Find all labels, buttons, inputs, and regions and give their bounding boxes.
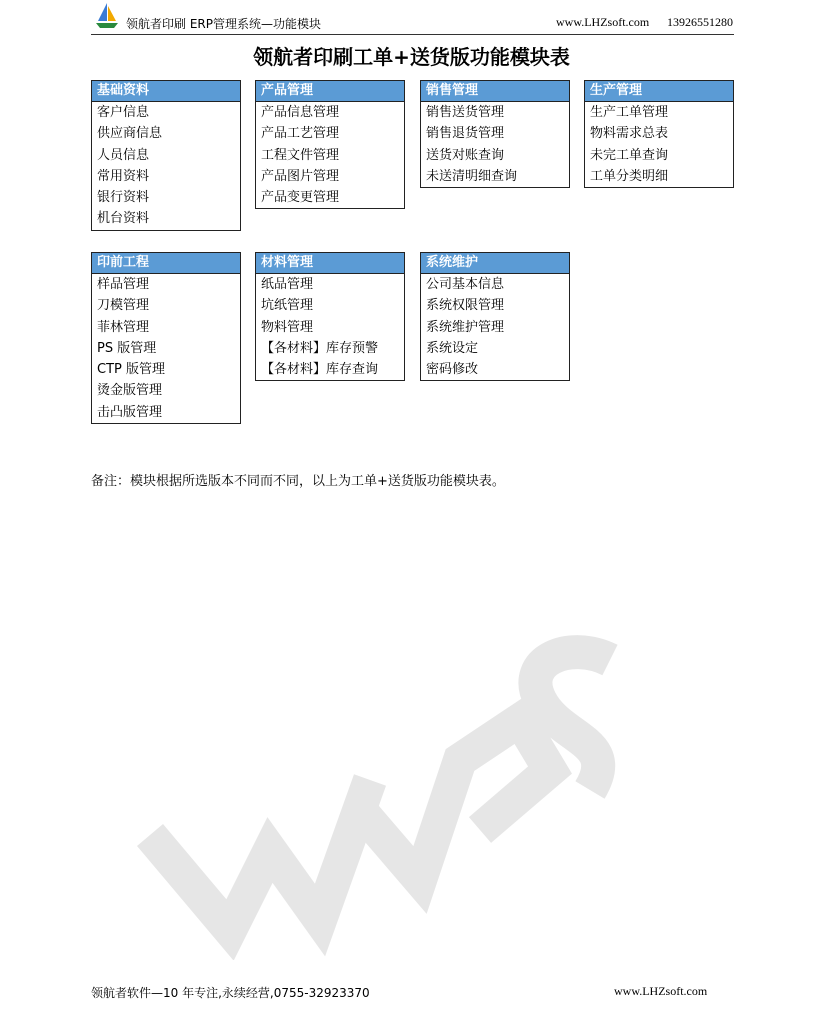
module-item[interactable]: 银行资料 <box>97 190 150 206</box>
module-item[interactable]: 未完工单查询 <box>590 147 669 163</box>
module-item[interactable]: 刀模管理 <box>97 298 150 314</box>
module-item[interactable]: 工程文件管理 <box>261 147 340 163</box>
module-item[interactable]: 坑纸管理 <box>261 298 314 314</box>
module-item[interactable]: 机台资料 <box>97 211 150 227</box>
header-title: 领航者印刷 ERP管理系统—功能模块 <box>126 17 321 31</box>
module-item[interactable]: 菲林管理 <box>97 319 150 335</box>
module-item[interactable]: PS 版管理 <box>97 340 157 356</box>
module-item[interactable]: 样品管理 <box>97 277 150 292</box>
module-item[interactable]: 工单分类明细 <box>590 168 669 184</box>
module-item[interactable]: 产品信息管理 <box>261 105 340 120</box>
module-item[interactable]: 生产工单管理 <box>590 105 669 120</box>
module-title: 销售管理 <box>421 81 569 102</box>
module-item[interactable]: 产品工艺管理 <box>261 126 340 142</box>
module-item[interactable]: 供应商信息 <box>97 126 163 142</box>
module-item[interactable]: 物料需求总表 <box>590 126 669 142</box>
module-item[interactable]: 公司基本信息 <box>426 277 505 292</box>
page-header <box>91 0 734 35</box>
module-production-management <box>584 80 734 188</box>
module-sales-management <box>420 80 570 188</box>
footer-contact: 领航者软件—10 年专注,永续经营,0755-32923370 <box>91 986 370 1000</box>
module-prepress <box>91 252 241 424</box>
module-item[interactable]: 客户信息 <box>97 105 150 120</box>
module-title: 产品管理 <box>256 81 404 102</box>
header-website[interactable]: www.LHZsoft.com <box>556 15 650 29</box>
module-item[interactable]: 常用资料 <box>97 168 150 184</box>
module-item[interactable]: 销售送货管理 <box>426 105 505 120</box>
module-item[interactable]: 销售退货管理 <box>426 126 505 142</box>
module-product-management <box>255 80 405 209</box>
module-item[interactable]: 送货对账查询 <box>426 147 505 163</box>
module-title: 基础资料 <box>92 81 240 102</box>
module-item[interactable]: 系统维护管理 <box>426 319 505 335</box>
module-item[interactable]: 击凸版管理 <box>97 404 163 420</box>
sailboat-logo-icon <box>95 1 119 29</box>
module-item[interactable]: CTP 版管理 <box>97 362 165 378</box>
module-title: 印前工程 <box>92 253 240 274</box>
module-item[interactable]: 物料管理 <box>261 319 314 335</box>
module-item[interactable]: 未送清明细查询 <box>426 168 518 184</box>
module-materials-management <box>255 252 405 381</box>
footer-website[interactable]: www.LHZsoft.com <box>614 984 708 998</box>
module-basic-data <box>91 80 241 231</box>
module-title: 系统维护 <box>421 253 569 274</box>
page-note: 备注：模块根据所选版本不同而不同，以上为工单+送货版功能模块表。 <box>91 474 505 489</box>
module-item[interactable]: 烫金版管理 <box>97 383 163 399</box>
module-item[interactable]: 系统权限管理 <box>426 298 505 314</box>
module-title: 材料管理 <box>256 253 404 274</box>
header-phone: 13926551280 <box>667 15 733 29</box>
module-item[interactable]: 【各材料】库存查询 <box>261 362 379 378</box>
module-item[interactable]: 产品图片管理 <box>261 168 340 184</box>
module-item[interactable]: 产品变更管理 <box>261 190 340 206</box>
module-item[interactable]: 【各材料】库存预警 <box>261 340 379 356</box>
module-item[interactable]: 系统设定 <box>426 340 479 356</box>
module-item[interactable]: 人员信息 <box>97 147 150 163</box>
module-system-maintenance <box>420 252 570 381</box>
module-item[interactable]: 密码修改 <box>426 362 479 378</box>
wps-watermark-icon <box>120 600 640 960</box>
page-title: 领航者印刷工单+送货版功能模块表 <box>253 45 570 69</box>
module-item[interactable]: 纸品管理 <box>261 277 314 292</box>
module-title: 生产管理 <box>585 81 733 102</box>
